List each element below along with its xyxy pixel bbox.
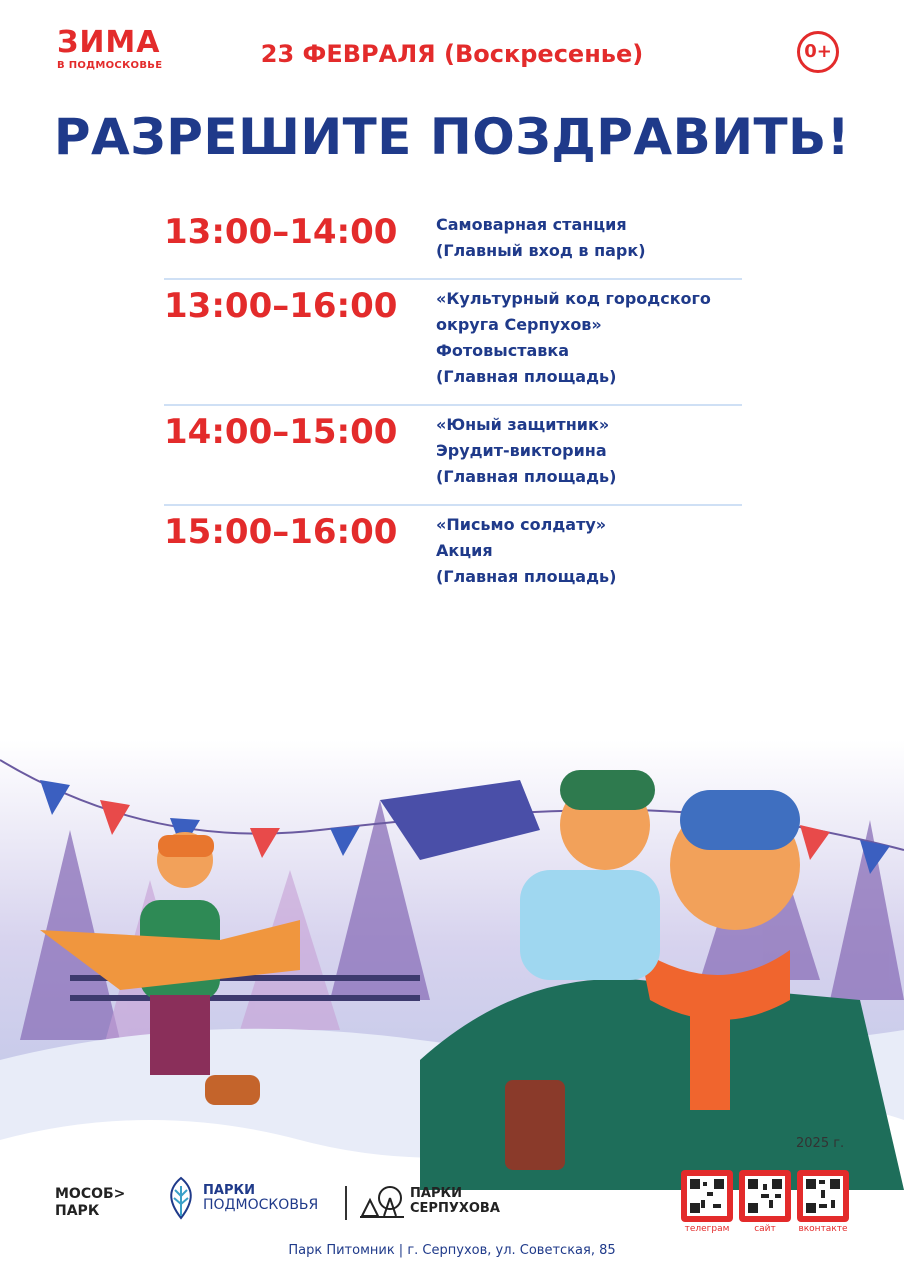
schedule-line: (Главный вход в парк) <box>436 241 646 260</box>
schedule-line: (Главная площадь) <box>436 367 617 386</box>
qr-label-site: сайт <box>754 1224 776 1234</box>
schedule-time: 13:00–16:00 <box>164 286 398 326</box>
parki-serpukhova-logo <box>360 1184 500 1218</box>
serp-line1: ПАРКИ <box>410 1186 462 1201</box>
schedule-row <box>164 206 742 280</box>
logo-divider <box>345 1186 347 1220</box>
address: Парк Питомник | г. Серпухов, ул. Советская, 85 <box>288 1243 616 1258</box>
schedule-line: «Юный защитник» <box>436 415 610 434</box>
qr-code-icon <box>681 1170 733 1222</box>
schedule-description <box>436 512 742 590</box>
qr-label-vkontakte: вконтакте <box>798 1224 848 1234</box>
year-label: 2025 г. <box>796 1136 845 1151</box>
schedule-time: 14:00–15:00 <box>164 412 398 452</box>
schedule-line: Акция <box>436 541 493 560</box>
mosoblpark-logo <box>55 1186 125 1220</box>
schedule-line: Самоварная станция <box>436 215 627 234</box>
schedule-row <box>164 506 742 604</box>
parki-line1: ПАРКИ <box>203 1183 255 1198</box>
winter-illustration <box>0 740 904 1190</box>
schedule-description <box>436 212 742 264</box>
ferris-wheel-icon <box>360 1184 404 1218</box>
schedule-time: 15:00–16:00 <box>164 512 398 552</box>
schedule-description <box>436 412 742 490</box>
qr-label-telegram: телеграм <box>684 1224 730 1234</box>
event-date: 23 ФЕВРАЛЯ (Воскресенье) <box>260 40 644 68</box>
mosoblpark-line2: ПАРК <box>55 1203 100 1219</box>
schedule-line: Эрудит-викторина <box>436 441 607 460</box>
schedule-row <box>164 280 742 406</box>
serp-line2: СЕРПУХОВА <box>410 1201 500 1216</box>
schedule-row <box>164 406 742 506</box>
qr-code-icon <box>797 1170 849 1222</box>
parki-line2: ПОДМОСКОВЬЯ <box>203 1197 319 1213</box>
schedule-line: «Культурный код городского <box>436 289 711 308</box>
schedule-line: округа Серпухов» <box>436 315 602 334</box>
parki-podmoskovya-logo <box>165 1176 318 1220</box>
schedule-line: Фотовыставка <box>436 341 570 360</box>
schedule-line: «Письмо солдату» <box>436 515 607 534</box>
mosoblpark-line1: МОСОБ> <box>55 1186 126 1202</box>
qr-code-icon <box>739 1170 791 1222</box>
logo-sub-text: В ПОДМОСКОВЬЕ <box>57 60 163 71</box>
tree-leaf-icon <box>165 1176 197 1220</box>
schedule-time: 13:00–14:00 <box>164 212 398 252</box>
schedule-description <box>436 286 742 390</box>
qr-telegram[interactable] <box>681 1170 733 1222</box>
schedule-line: (Главная площадь) <box>436 467 617 486</box>
schedule <box>164 206 742 604</box>
age-rating-badge: 0+ <box>797 31 839 73</box>
page-title: РАЗРЕШИТЕ ПОЗДРАВИТЬ! <box>53 108 851 166</box>
schedule-line: (Главная площадь) <box>436 567 617 586</box>
logo-main-text: ЗИМА <box>57 25 161 60</box>
qr-vkontakte[interactable] <box>797 1170 849 1222</box>
qr-site[interactable] <box>739 1170 791 1222</box>
